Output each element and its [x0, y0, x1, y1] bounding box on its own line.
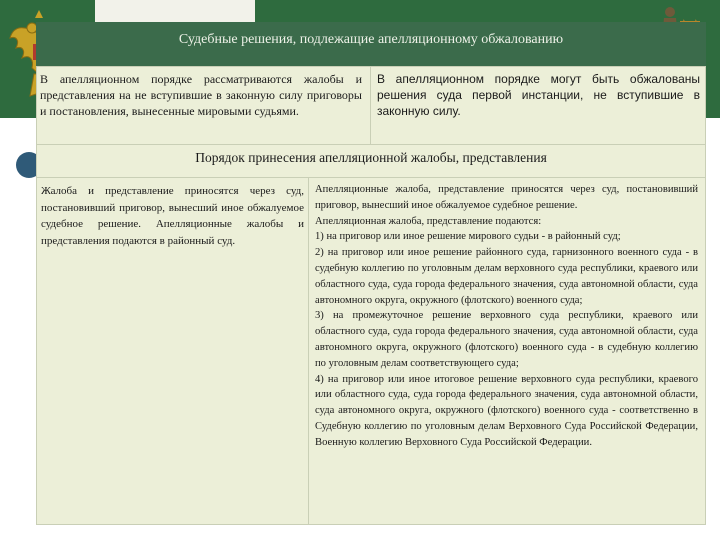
row1-right-cell: В апелляционном порядке могут быть обжалованы решения суда первой инстанции, не вступившие в законную силу. [370, 67, 706, 144]
paragraph: Апелляционная жалоба, представление подаются: [315, 215, 542, 227]
paragraph: 3) на промежуточное решение верховного суда республики, краевого или областного суда, суда города федерального значения, суда автономной области, суда автономного округа, окружного (флотского) военного суда - в судебную коллегию по уголовным делам соответствующего суда; [315, 310, 698, 369]
row2-right-cell [308, 178, 706, 525]
page-title: Судебные решения, подлежащие апелляционному обжалованию [178, 32, 564, 47]
paragraph: 1) на приговор или иное решение мирового судьи - в районный суд; [315, 231, 621, 243]
paragraph: Апелляционные жалоба, представление приносятся через суд, постановивший приговор, вынесший иное обжалуемое судебное решение. [315, 184, 698, 211]
row1-left-cell: В апелляционном порядке рассматриваются жалобы и представления на не вступившие в законную силу приговоры и постановления, вынесенные мировыми судьями. [40, 72, 362, 118]
title-bar [36, 22, 706, 67]
paragraph: 2) на приговор или иное решение районного суда, гарнизонного военного суда - в судебную коллегию по уголовным делам верховного суда республики, краевого или областного суда, суда города федерального значения, суда автономной области, суда автономного округа, окружного (флотского) военного суда; [315, 247, 698, 306]
row2-left-cell: Жалоба и представление приносятся через суд, постановивший приговор, вынесший иное обжалуемое судебное решение. Апелляционные жалобы и представления подаются в районный суд. [41, 185, 304, 247]
section-subtitle: Порядок принесения апелляционной жалобы, представления [36, 144, 706, 178]
paragraph: 4) на приговор или иное итоговое решение верховного суда республики, краевого или областного суда, суда города федерального значения, суда автономной области, суда автономного округа, окружного (флотского) военного суда - соответственно в Судебную коллегию по уголовным делам Верховного Суда Российской Федерации, Военную коллегию Верховного Суда Российской Федерации. [315, 373, 698, 448]
